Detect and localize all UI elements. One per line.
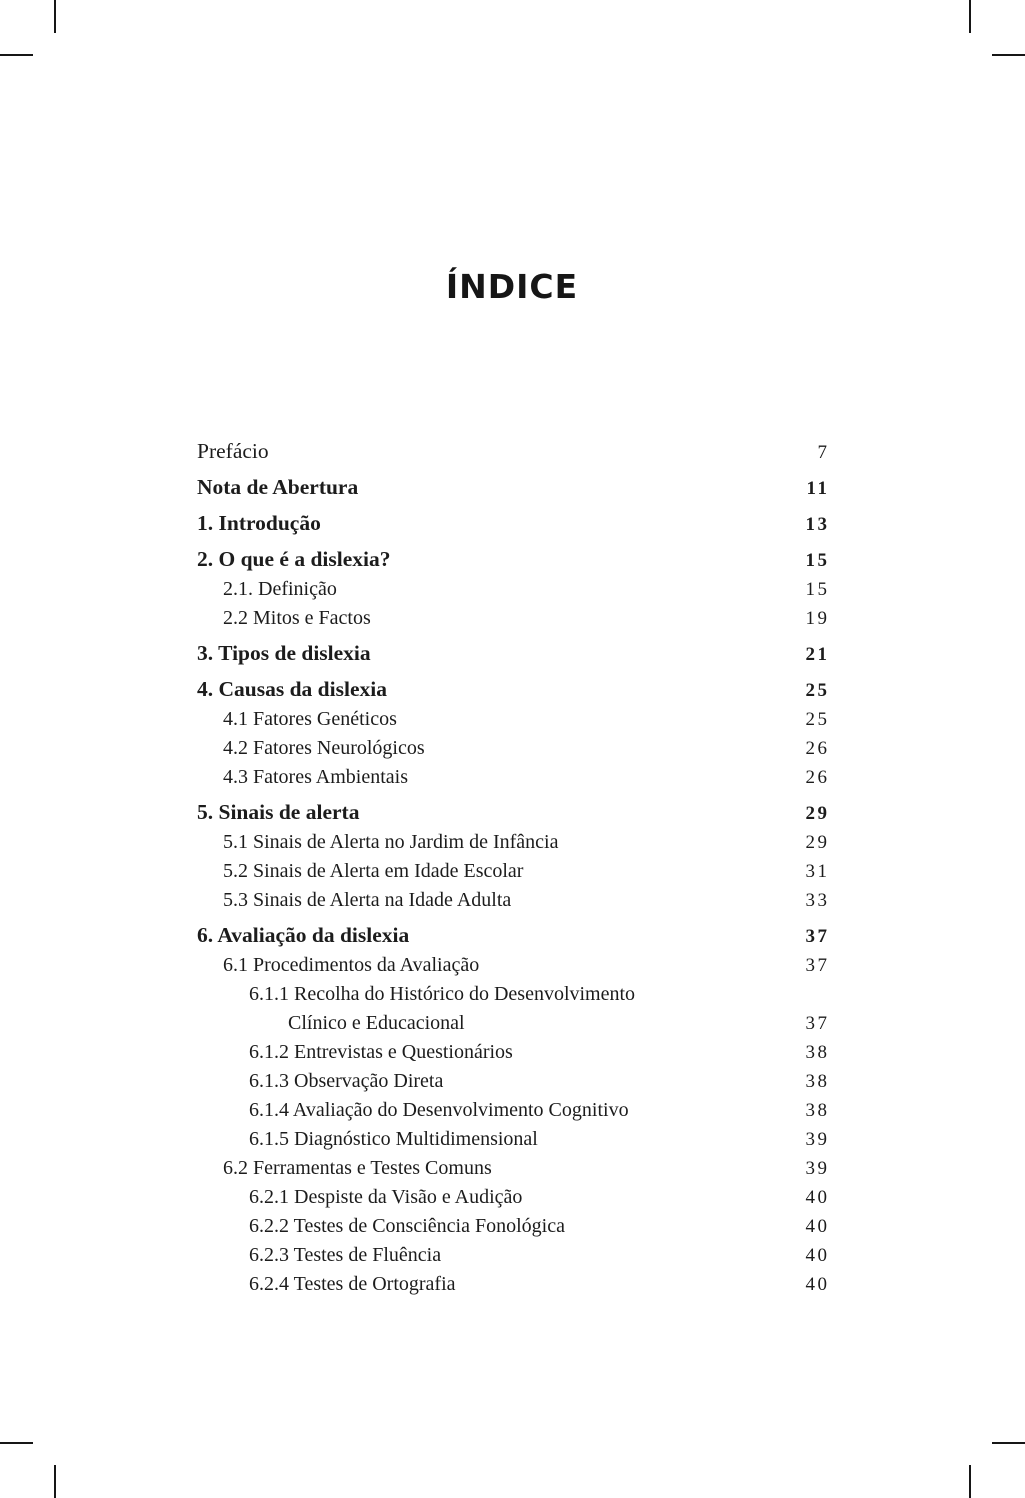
toc-entry-page-number: 7 — [817, 442, 830, 463]
toc-entry-label: 3. Tipos de dislexia — [197, 641, 371, 665]
toc-entry-label: Prefácio — [197, 439, 269, 463]
toc-entry-page-number: 40 — [805, 1187, 830, 1208]
toc-entry-label: 6. Avaliação da dislexia — [197, 923, 410, 947]
crop-mark-bottom-right-vertical — [969, 1465, 971, 1498]
toc-entry-page-number: 40 — [805, 1245, 830, 1266]
toc-entry-label: 4.2 Fatores Neurológicos — [223, 737, 425, 759]
toc-entry — [197, 1038, 830, 1067]
crop-mark-top-right-vertical — [969, 0, 971, 33]
toc-entry — [197, 604, 830, 633]
crop-mark-top-left-horizontal — [0, 54, 33, 56]
toc-entry-page-number: 26 — [805, 767, 830, 788]
toc-entry-page-number: 39 — [805, 1158, 830, 1179]
toc-entry — [197, 828, 830, 857]
toc-entry-page-number: 26 — [805, 738, 830, 759]
toc-entry — [197, 857, 830, 886]
toc-entry-label: 2.1. Definição — [223, 578, 337, 600]
toc-entry — [197, 1183, 830, 1212]
crop-mark-top-right-horizontal — [992, 54, 1025, 56]
toc-entry — [197, 1212, 830, 1241]
toc-entry-page-number: 15 — [805, 579, 830, 600]
toc-entry-label: 5.2 Sinais de Alerta em Idade Escolar — [223, 860, 524, 882]
toc-entry-page-number: 15 — [805, 550, 830, 571]
toc-entry-label: 6.1 Procedimentos da Avaliação — [223, 954, 480, 976]
toc-entry — [197, 886, 830, 915]
toc-entry-page-number: 38 — [805, 1100, 830, 1121]
toc-entry — [197, 921, 830, 951]
toc-entry-label: 6.2.1 Despiste da Visão e Audição — [249, 1186, 523, 1208]
toc-entry-label: Nota de Abertura — [197, 475, 359, 499]
toc-entry — [197, 509, 830, 539]
crop-mark-bottom-left-horizontal — [0, 1442, 33, 1444]
toc-entry — [197, 1067, 830, 1096]
toc-entry — [197, 705, 830, 734]
toc-entry — [197, 980, 830, 1038]
toc-entry-label: 1. Introdução — [197, 511, 321, 535]
toc-entry-label: 4.1 Fatores Genéticos — [223, 708, 397, 730]
toc-entry-page-number: 40 — [805, 1274, 830, 1295]
toc-entry-label: 6.2 Ferramentas e Testes Comuns — [223, 1157, 492, 1179]
toc-entry — [197, 1270, 830, 1299]
toc-entry — [197, 437, 830, 467]
toc-entry-label: 5.1 Sinais de Alerta no Jardim de Infância — [223, 831, 559, 853]
toc-entry-page-number: 37 — [805, 926, 830, 947]
toc-entry — [197, 734, 830, 763]
toc-entry-page-number: 39 — [805, 1129, 830, 1150]
toc-entry-label-line1: 6.1.1 Recolha do Histórico do Desenvolvimento — [249, 983, 636, 1005]
toc-entry-label — [249, 980, 635, 1038]
toc-entry-page-number: 37 — [805, 955, 830, 976]
toc-entry-label: 4.3 Fatores Ambientais — [223, 766, 408, 788]
toc-entry-page-number: 40 — [805, 1216, 830, 1237]
toc-entry — [197, 1154, 830, 1183]
toc-entry — [197, 575, 830, 604]
toc-entry-page-number: 29 — [805, 803, 830, 824]
crop-mark-bottom-right-horizontal — [992, 1442, 1025, 1444]
toc-entry-label: 6.1.4 Avaliação do Desenvolvimento Cognitivo — [249, 1099, 629, 1121]
toc-entry-label: 2.2 Mitos e Factos — [223, 607, 371, 629]
toc-entry — [197, 951, 830, 980]
table-of-contents — [197, 437, 830, 1299]
toc-entry-label: 4. Causas da dislexia — [197, 677, 387, 701]
toc-entry-page-number: 33 — [805, 890, 830, 911]
toc-entry-label: 6.2.3 Testes de Fluência — [249, 1244, 442, 1266]
toc-entry-label: 6.1.3 Observação Direta — [249, 1070, 444, 1092]
toc-entry-label: 6.1.2 Entrevistas e Questionários — [249, 1041, 513, 1063]
toc-entry-page-number: 11 — [806, 478, 830, 499]
toc-entry — [197, 675, 830, 705]
toc-entry-label: 6.2.2 Testes de Consciência Fonológica — [249, 1215, 565, 1237]
toc-entry — [197, 545, 830, 575]
toc-entry — [197, 763, 830, 792]
toc-entry — [197, 1125, 830, 1154]
toc-entry-page-number: 19 — [805, 608, 830, 629]
toc-entry-label: 6.2.4 Testes de Ortografia — [249, 1273, 456, 1295]
page-title: ÍNDICE — [445, 267, 579, 306]
toc-entry-label: 6.1.5 Diagnóstico Multidimensional — [249, 1128, 538, 1150]
toc-entry-page-number: 29 — [805, 832, 830, 853]
toc-entry-page-number: 25 — [805, 680, 830, 701]
toc-entry — [197, 1241, 830, 1270]
toc-entry-page-number: 37 — [805, 1013, 830, 1034]
toc-entry — [197, 798, 830, 828]
toc-entry-page-number: 38 — [805, 1042, 830, 1063]
toc-entry-label-line2: Clínico e Educacional — [288, 1012, 465, 1034]
toc-entry — [197, 1096, 830, 1125]
crop-mark-bottom-left-vertical — [54, 1465, 56, 1498]
toc-entry-page-number: 13 — [805, 514, 830, 535]
toc-entry-label: 5.3 Sinais de Alerta na Idade Adulta — [223, 889, 512, 911]
toc-entry-page-number: 38 — [805, 1071, 830, 1092]
toc-entry — [197, 639, 830, 669]
toc-entry-page-number: 31 — [805, 861, 830, 882]
crop-mark-top-left-vertical — [54, 0, 56, 33]
toc-entry — [197, 473, 830, 503]
toc-entry-label: 2. O que é a dislexia? — [197, 547, 391, 571]
toc-entry-label: 5. Sinais de alerta — [197, 800, 360, 824]
toc-entry-page-number: 25 — [805, 709, 830, 730]
toc-entry-page-number: 21 — [805, 644, 830, 665]
